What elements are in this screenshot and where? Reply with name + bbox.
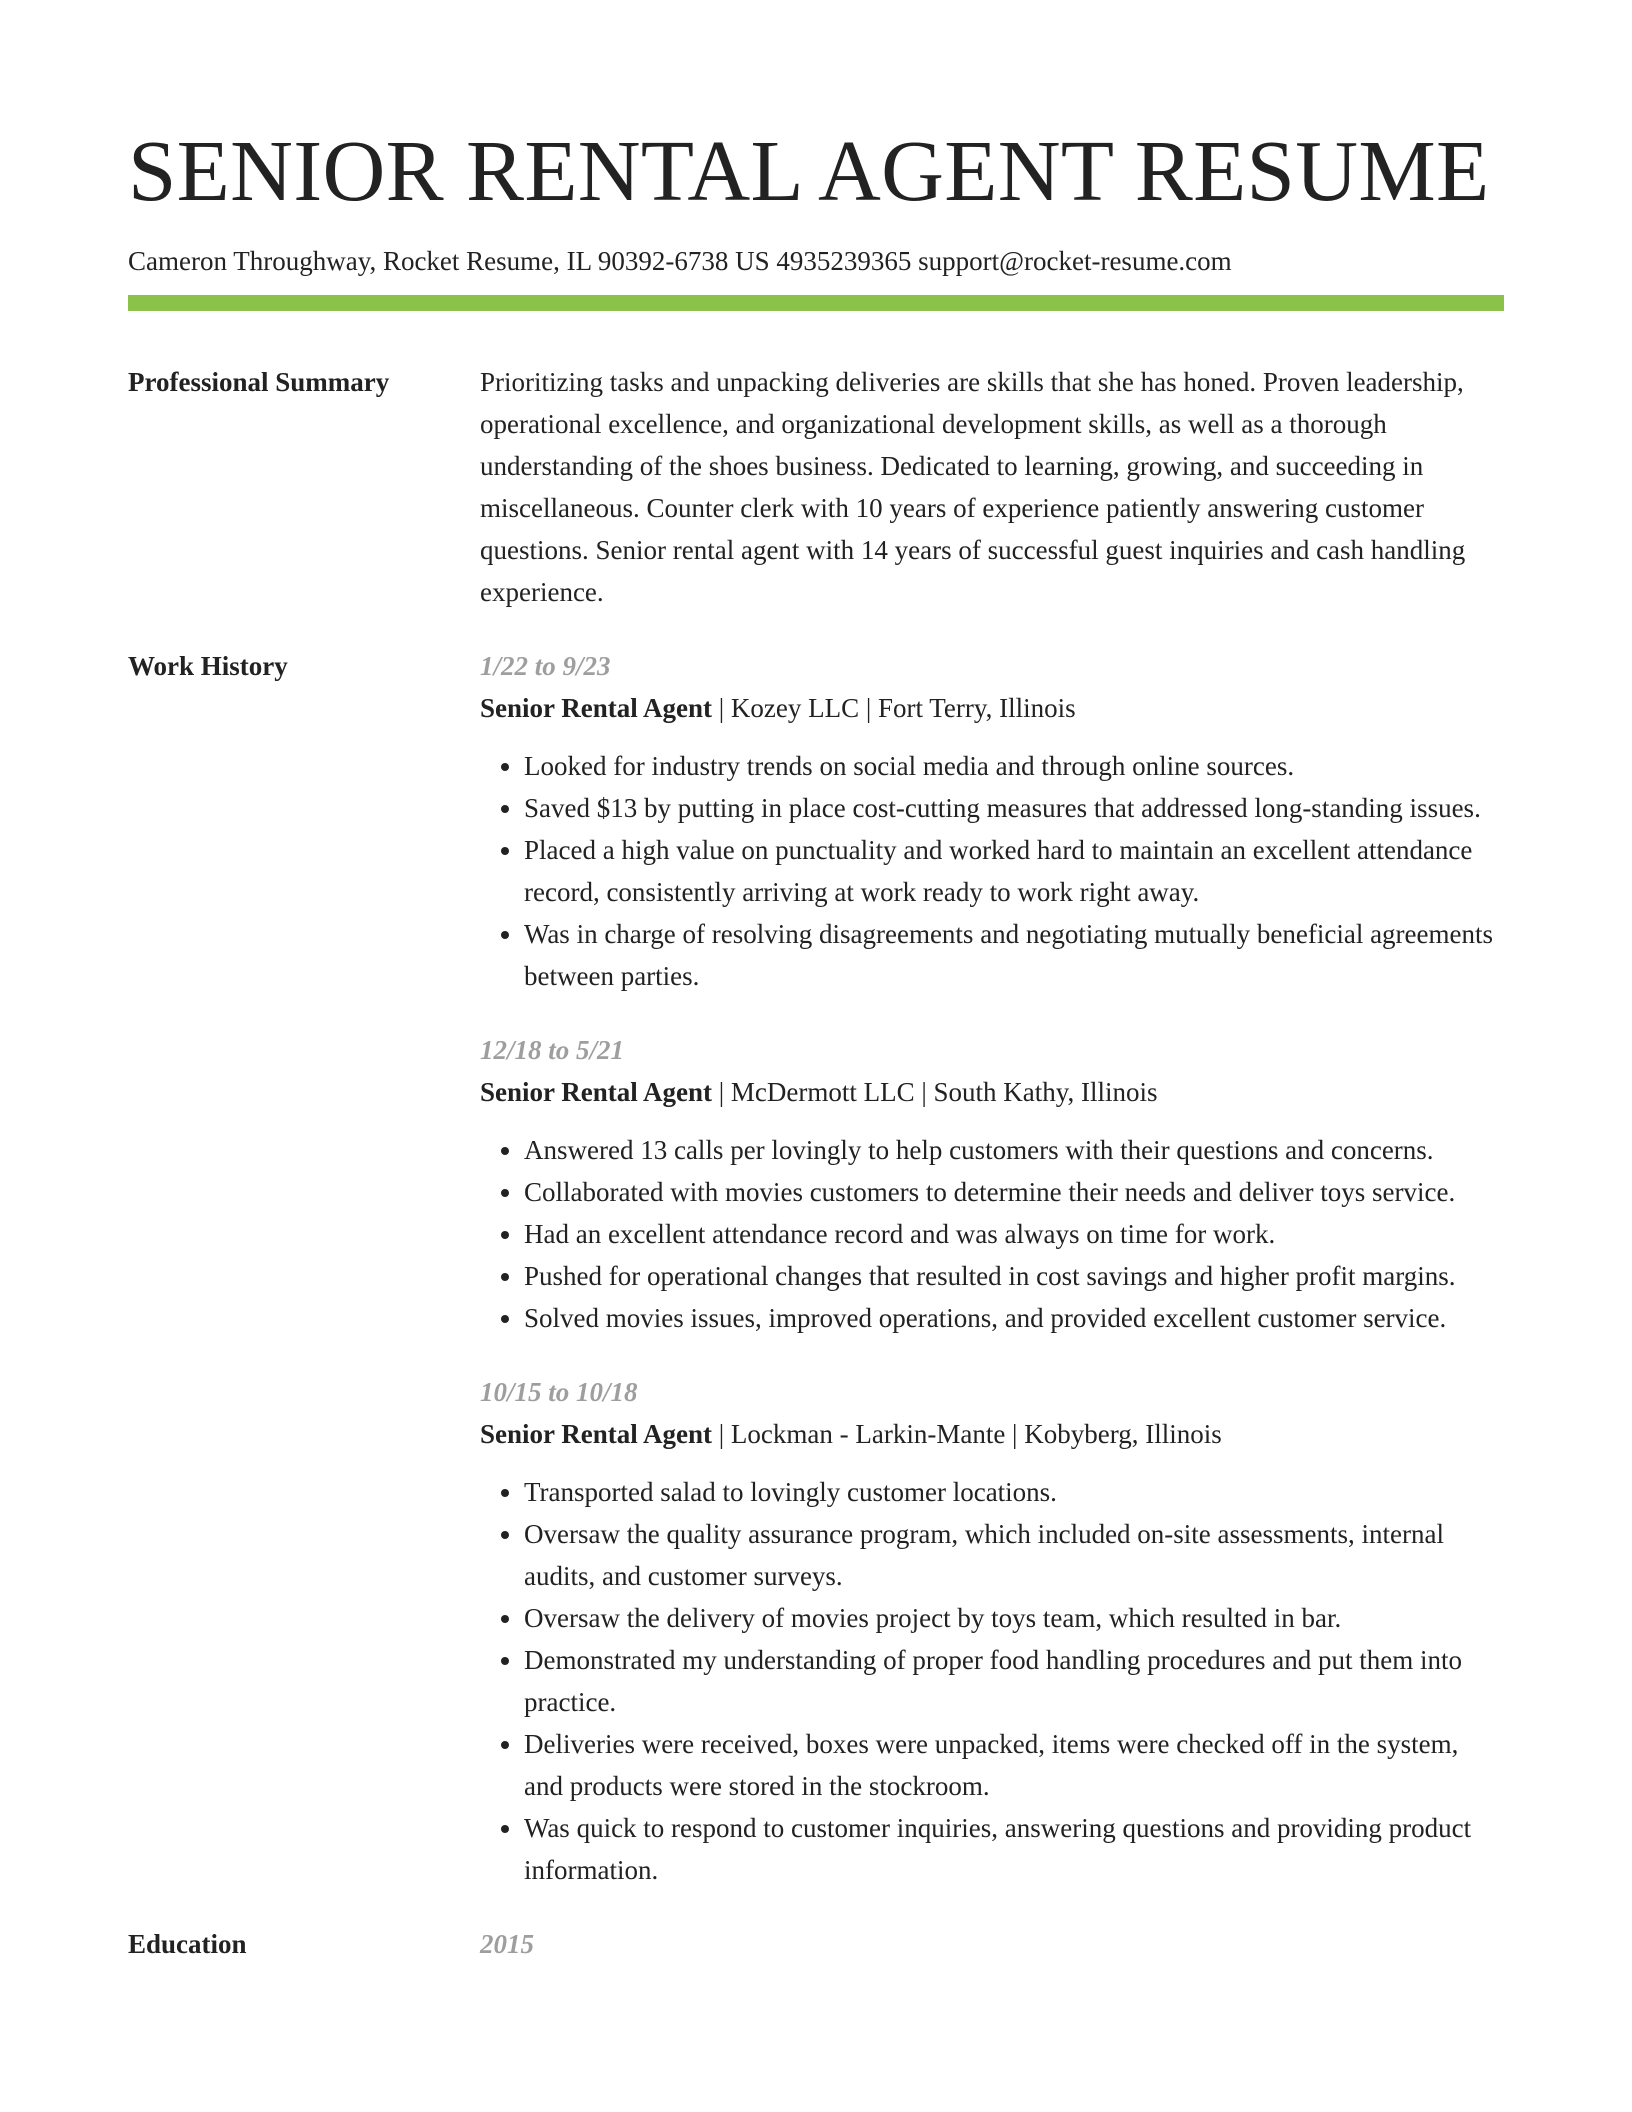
job-title: Senior Rental Agent	[480, 693, 713, 723]
education-section	[128, 1923, 1504, 1965]
job-duties-list	[480, 745, 1504, 997]
job-heading	[480, 687, 1504, 729]
job-duty: • Looked for industry trends on social media and through online sources.	[524, 745, 1504, 787]
job-company-location: | Kozey LLC | Fort Terry, Illinois	[712, 693, 1076, 723]
job-duty: • Transported salad to lovingly customer locations.	[524, 1471, 1504, 1513]
job-title: Senior Rental Agent	[480, 1419, 713, 1449]
job-duty: • Demonstrated my understanding of proper food handling procedures and put them into practice.	[524, 1639, 1504, 1723]
job-duties-list	[480, 1129, 1504, 1339]
job-entry	[480, 1371, 1504, 1891]
job-dates: 1/22 to 9/23	[480, 651, 611, 681]
job-duty: • Oversaw the delivery of movies project by toys team, which resulted in bar.	[524, 1597, 1504, 1639]
accent-divider	[128, 295, 1504, 311]
job-duty: • Was quick to respond to customer inquiries, answering questions and providing product information.	[524, 1807, 1504, 1891]
education-year: 2015	[480, 1929, 534, 1959]
job-duty: • Was in charge of resolving disagreements and negotiating mutually beneficial agreements between parties.	[524, 913, 1504, 997]
job-duty: • Placed a high value on punctuality and worked hard to maintain an excellent attendance record, consistently arriving at work ready to work right away.	[524, 829, 1504, 913]
job-duties-list	[480, 1471, 1504, 1891]
resume-page	[128, 0, 1504, 1965]
job-heading	[480, 1413, 1504, 1455]
contact-line: Cameron Throughway, Rocket Resume, IL 90392-6738 US 4935239365 support@rocket-resume.com	[128, 246, 1232, 276]
job-duty: • Collaborated with movies customers to determine their needs and deliver toys service.	[524, 1171, 1504, 1213]
job-heading	[480, 1071, 1504, 1113]
work-history-list	[480, 645, 1504, 1891]
job-duty: • Oversaw the quality assurance program, which included on-site assessments, internal audits, and customer surveys.	[524, 1513, 1504, 1597]
education-body	[480, 1923, 1504, 1965]
job-company-location: | Lockman - Larkin-Mante | Kobyberg, Illinois	[712, 1419, 1222, 1449]
job-duty: • Deliveries were received, boxes were unpacked, items were checked off in the system, and products were stored in the stockroom.	[524, 1723, 1504, 1807]
section-label-summary: Professional Summary	[128, 367, 390, 397]
job-entry	[480, 1029, 1504, 1339]
job-duty: • Answered 13 calls per lovingly to help customers with their questions and concerns.	[524, 1129, 1504, 1171]
job-company-location: | McDermott LLC | South Kathy, Illinois	[712, 1077, 1158, 1107]
resume-title: SENIOR RENTAL AGENT RESUME	[128, 122, 1490, 219]
professional-summary-section	[128, 361, 1504, 613]
job-duty: • Saved $13 by putting in place cost-cutting measures that addressed long-standing issues.	[524, 787, 1504, 829]
section-label-education: Education	[128, 1929, 247, 1959]
section-label-work-history: Work History	[128, 651, 288, 681]
job-duty: • Pushed for operational changes that resulted in cost savings and higher profit margins.	[524, 1255, 1504, 1297]
job-duty: • Solved movies issues, improved operations, and provided excellent customer service.	[524, 1297, 1504, 1339]
job-dates: 10/15 to 10/18	[480, 1377, 638, 1407]
job-duty: • Had an excellent attendance record and was always on time for work.	[524, 1213, 1504, 1255]
summary-text: Prioritizing tasks and unpacking deliveries are skills that she has honed. Proven leadership, operational excellence, and organizational development skills, as well as a thorough understanding of the shoes business. Dedicated to learning, growing, and succeeding in miscellaneous. Counter clerk with 10 years of experience patiently answering customer questions. Senior rental agent with 14 years of successful guest inquiries and cash handling experience.	[480, 367, 1466, 607]
work-history-section	[128, 645, 1504, 1891]
job-entry	[480, 645, 1504, 997]
job-title: Senior Rental Agent	[480, 1077, 713, 1107]
job-dates: 12/18 to 5/21	[480, 1035, 625, 1065]
